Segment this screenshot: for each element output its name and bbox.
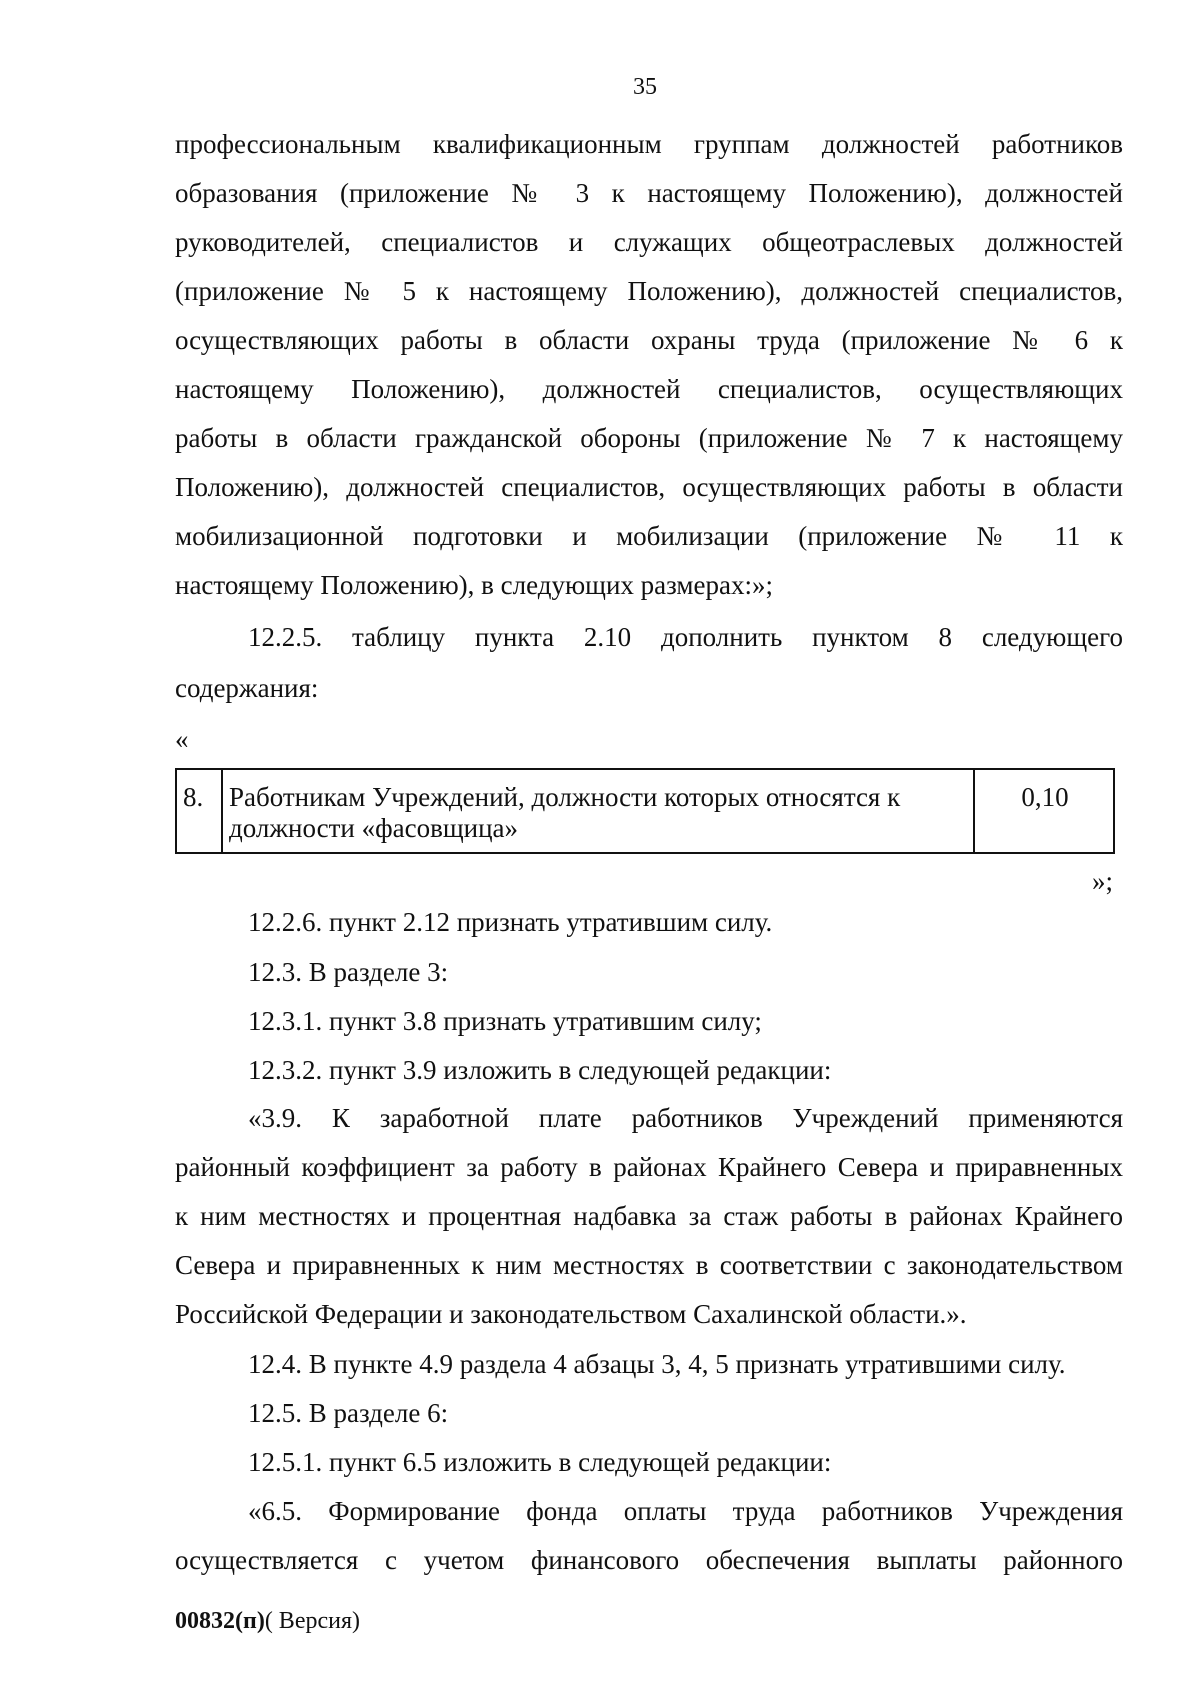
table-cell-number: 8. (177, 770, 223, 852)
text-line: Севера и приравненных к ним местностях в соответствии с законодательством (175, 1250, 1123, 1280)
text-line: «6.5. Формирование фонда оплаты труда работников Учреждения (248, 1496, 1123, 1526)
text-line: настоящему Положению), в следующих размерах:»; (175, 570, 773, 600)
table-cell-value: 0,10 (1021, 782, 1069, 812)
text-line: Российской Федерации и законодательством Сахалинской области.». (175, 1299, 967, 1329)
item-12-4: 12.4. В пункте 4.9 раздела 4 абзацы 3, 4, 5 признать утратившими силу. (248, 1349, 1066, 1379)
item-12-2-6: 12.2.6. пункт 2.12 признать утратившим силу. (248, 907, 773, 937)
text-line: мобилизационной подготовки и мобилизации (приложение № 11 к (175, 521, 1123, 551)
text-line: районный коэффициент за работу в районах Крайнего Севера и приравненных (175, 1152, 1123, 1182)
text-line: профессиональным квалификационным группам должностей работников (175, 129, 1123, 159)
item-12-5: 12.5. В разделе 6: (248, 1398, 449, 1428)
text-line: к ним местностях и процентная надбавка за стаж работы в районах Крайнего (175, 1201, 1123, 1231)
text-line: осуществляющих работы в области охраны труда (приложение № 6 к (175, 325, 1123, 355)
text-line: осуществляется с учетом финансового обеспечения выплаты районного (175, 1545, 1123, 1575)
item-12-3: 12.3. В разделе 3: (248, 957, 449, 987)
text-line: «3.9. К заработной плате работников Учреждений применяются (248, 1103, 1123, 1133)
text-line: настоящему Положению), должностей специалистов, осуществляющих (175, 374, 1123, 404)
text-line: образования (приложение № 3 к настоящему Положению), должностей (175, 178, 1123, 208)
footer-code-bold: 00832(п) (175, 1608, 265, 1634)
text-line: Положению), должностей специалистов, осуществляющих работы в области (175, 472, 1123, 502)
footer-code (175, 1608, 360, 1635)
quoted-paragraph-3-9 (175, 1143, 1123, 1339)
item-12-2-5-continued: содержания: (175, 673, 319, 703)
open-quote: « (175, 724, 189, 754)
item-12-2-5 (248, 613, 1123, 662)
quoted-paragraph-6-5-first (248, 1487, 1123, 1536)
paragraph-continuation (175, 120, 1123, 610)
quoted-paragraph-3-9-first (248, 1094, 1123, 1143)
close-quote: »; (1092, 866, 1114, 896)
table-cell-text: Работникам Учреждений, должности которых относятся к должности «фасовщица» (223, 770, 975, 852)
footer-version: ( Версия) (264, 1608, 360, 1634)
amendment-table (175, 768, 1115, 854)
text-line: 12.2.5. таблицу пункта 2.10 дополнить пунктом 8 следующего (248, 622, 1123, 652)
item-12-5-1: 12.5.1. пункт 6.5 изложить в следующей редакции: (248, 1447, 832, 1477)
text-line: руководителей, специалистов и служащих общеотраслевых должностей (175, 227, 1123, 257)
item-12-3-1: 12.3.1. пункт 3.8 признать утратившим силу; (248, 1006, 762, 1036)
quoted-paragraph-6-5 (175, 1536, 1123, 1585)
page-number: 35 (633, 74, 657, 100)
text-line: (приложение № 5 к настоящему Положению), должностей специалистов, (175, 276, 1123, 306)
item-12-3-2: 12.3.2. пункт 3.9 изложить в следующей редакции: (248, 1055, 832, 1085)
text-line: работы в области гражданской обороны (приложение № 7 к настоящему (175, 423, 1123, 453)
